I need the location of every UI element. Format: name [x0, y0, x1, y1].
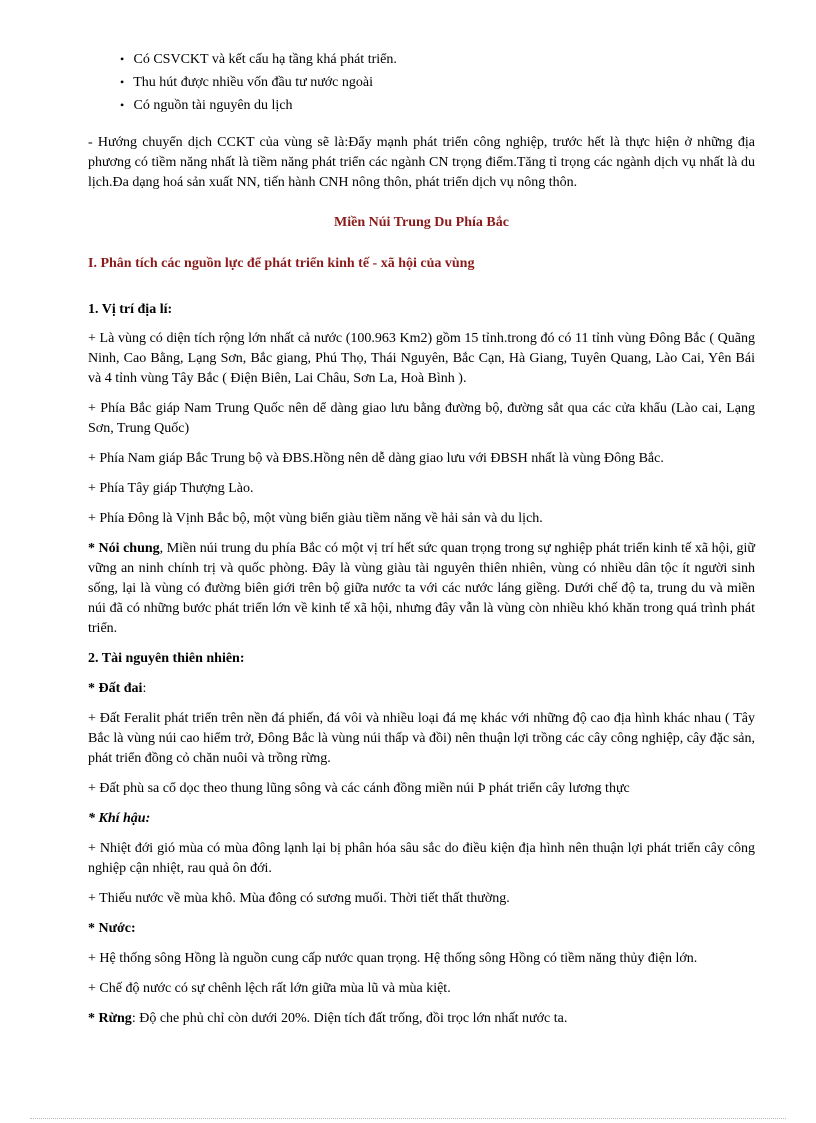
forest-paragraph: [88, 1009, 755, 1029]
direction-paragraph: - Hướng chuyển dịch CCKT của vùng sẽ là:Đẩy mạnh phát triển công nghiệp, trước hết là thực hiện ở những địa phương có tiềm năng nhất là tiềm năng phát triển các ngành CN trọng điểm.Tăng tỉ trọng các ngành dịch vụ nhất là du lịch.Đa dạng hoá sản xuất NN, tiến hành CNH nông thôn, phát triển dịch vụ nông thôn.: [88, 135, 755, 190]
land-paragraph: + Đất Feralit phát triển trên nền đá phiến, đá vôi và nhiều loại đá mẹ khác với những độ cao địa hình khác nhau ( Tây Bắc là vùng núi cao hiểm trở, Đông Bắc là vùng núi thấp và đồi) nên thuận lợi trồng các cây công nghiệp, cây đặc sản, phát triển đồng cỏ chăn nuôi và trồng rừng.: [88, 711, 755, 766]
location-heading: 1. Vị trí địa lí:: [88, 302, 173, 317]
land-label: * Đất đai: [88, 681, 143, 696]
bullet-icon: •: [120, 52, 125, 66]
resources-heading: 2. Tài nguyên thiên nhiên:: [88, 651, 245, 666]
advantages-list: [88, 48, 755, 117]
page-bottom-divider: [30, 1118, 786, 1119]
list-item: • Có CSVCKT và kết cấu hạ tầng khá phát triển.: [120, 48, 755, 71]
bullet-icon: •: [120, 98, 125, 112]
water-paragraph: + Chế độ nước có sự chênh lệch rất lớn giữa mùa lũ và mùa kiệt.: [88, 981, 451, 996]
bullet-icon: •: [120, 75, 125, 89]
water-paragraph: + Hệ thống sông Hồng là nguồn cung cấp nước quan trọng. Hệ thống sông Hồng có tiềm năng thủy điện lớn.: [88, 951, 698, 966]
summary-label: * Nói chung: [88, 541, 160, 556]
list-item: • Có nguồn tài nguyên du lịch: [120, 94, 755, 117]
climate-paragraph: + Nhiệt đới gió mùa có mùa đông lạnh lại bị phân hóa sâu sắc do điều kiện địa hình nên thuận lợi phát triển cây công nghiệp cận nhiệt, rau quả ôn đới.: [88, 841, 755, 876]
land-paragraph: + Đất phù sa cổ dọc theo thung lũng sông và các cánh đồng miền núi Þ phát triển cây lương thực: [88, 781, 630, 796]
region-title: Miền Núi Trung Du Phía Bắc: [334, 215, 509, 230]
list-item: • Thu hút được nhiều vốn đầu tư nước ngoài: [120, 71, 755, 94]
summary-text: , Miền núi trung du phía Bắc có một vị trí hết sức quan trọng trong sự nghiệp phát triển kinh tế xã hội, giữ vững an ninh chính trị và quốc phòng. Đây là vùng giàu tài nguyên thiên nhiên, vùng có nhiều dân tộc ít người sinh sống, lại là vùng có đường biên giới trên bộ giữa nước ta với các nước láng giềng. Dưới chế độ ta, trung du và miền núi đã có những bước phát triển lớn về kinh tế xã hội, nhưng đây vẫn là vùng còn nhiều khó khăn trong quá trình phát triển.: [88, 541, 755, 636]
location-paragraph: + Là vùng có diện tích rộng lớn nhất cả nước (100.963 Km2) gồm 15 tỉnh.trong đó có 11 tỉnh vùng Đông Bắc ( Quãng Ninh, Cao Bằng, Lạng Sơn, Bắc giang, Phú Thọ, Thái Nguyên, Bắc Cạn, Hà Giang, Tuyên Quang, Lào Cai, Yên Bái và 4 tỉnh vùng Tây Bắc ( Điện Biên, Lai Châu, Sơn La, Hoà Bình ).: [88, 331, 755, 386]
section-title: I. Phân tích các nguồn lực để phát triển kinh tế - xã hội của vùng: [88, 256, 475, 271]
location-paragraph: + Phía Tây giáp Thượng Lào.: [88, 481, 254, 496]
location-paragraph: + Phía Đông là Vịnh Bắc bộ, một vùng biển giàu tiềm năng về hải sản và du lịch.: [88, 511, 543, 526]
forest-text: : Độ che phủ chỉ còn dưới 20%. Diện tích đất trống, đồi trọc lớn nhất nước ta.: [131, 1011, 568, 1026]
climate-heading: * Khí hậu:: [88, 811, 151, 826]
document-page: [88, 48, 755, 1029]
location-paragraph: + Phía Bắc giáp Nam Trung Quốc nên dể dàng giao lưu bằng đường bộ, đường sắt qua các cửa khẩu (Lào cai, Lạng Sơn, Trung Quốc): [88, 401, 755, 436]
location-paragraph: + Phía Nam giáp Bắc Trung bộ và ĐBS.Hồng nên dễ dàng giao lưu với ĐBSH nhất là vùng Đông Bắc.: [88, 451, 664, 466]
climate-paragraph: + Thiếu nước về mùa khô. Mùa đông có sương muối. Thời tiết thất thường.: [88, 891, 510, 906]
land-heading: * Đất đai:: [88, 681, 147, 696]
forest-label: * Rừng: [88, 1011, 132, 1026]
summary-paragraph: [88, 539, 755, 639]
water-heading: * Nước:: [88, 921, 136, 936]
